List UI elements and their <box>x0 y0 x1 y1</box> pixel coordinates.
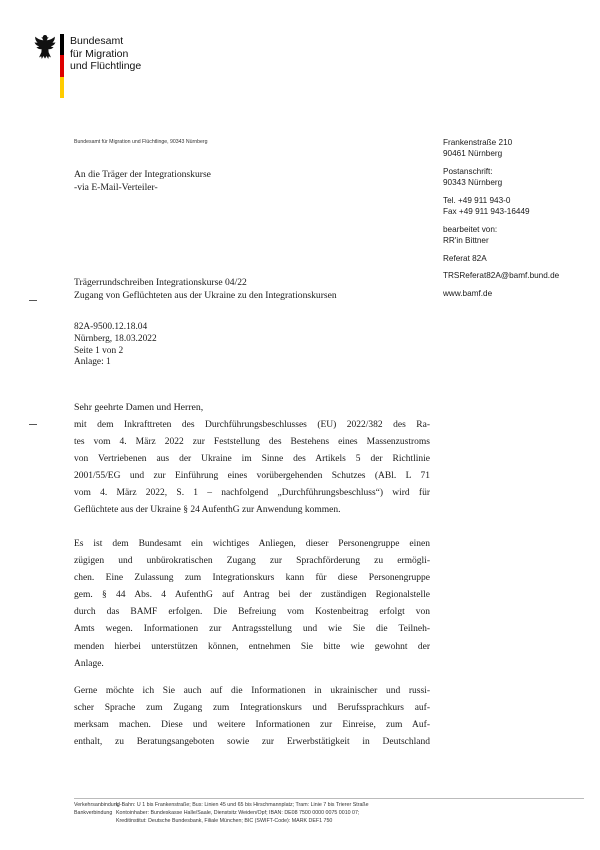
attachment-count: Anlage: 1 <box>74 357 111 368</box>
postal-line: 90343 Nürnberg <box>443 178 503 188</box>
subject-block <box>74 277 337 302</box>
paragraph-line: chen. Eine Zulassung zum Integrationskurs kann für diese Personengruppe <box>74 573 430 584</box>
recipient-line: -via E-Mail-Verteiler- <box>74 181 158 193</box>
office-address <box>443 137 583 159</box>
paragraph-line: scher Sprache zum Zugang zum Integrationskurs und Berufssprachkurs auf- <box>74 703 430 714</box>
transit-line: U-Bahn: U 1 bis Frankenstraße; Bus: Linien 45 und 65 bis Hirschmannplatz; Tram: Linie 7 bis Trierer Straße <box>116 802 369 808</box>
body-paragraph-1 <box>74 417 430 520</box>
subject-line: Zugang von Geflüchteten aus der Ukraine zu den Integrationskursen <box>74 289 337 301</box>
bank-label: Bankverbindung <box>74 810 113 816</box>
flag-stripe-black <box>60 34 64 55</box>
flag-stripe-gold <box>60 77 64 98</box>
organization-name <box>70 35 141 73</box>
letter-date: Nürnberg, 18.03.2022 <box>74 333 157 344</box>
website-address: www.bamf.de <box>443 289 493 299</box>
punch-mark <box>29 424 37 425</box>
handler-info <box>443 224 583 246</box>
handler-label: bearbeitet von: <box>443 224 498 234</box>
contact-sidebar <box>443 137 583 306</box>
paragraph-line: gem. § 44 Abs. 4 AufenthG auf Antrag bei der zuständigen Regionalstelle <box>74 590 430 601</box>
paragraph-line: mit dem Inkrafttreten des Durchführungsbeschlusses (EU) 2022/382 des Ra- <box>74 420 430 430</box>
federal-eagle-icon <box>34 34 56 60</box>
org-name-line: und Flüchtlinge <box>70 60 142 72</box>
handler-name: RR'in Bittner <box>443 235 489 245</box>
bank-line: Kreditinstitut: Deutsche Bundesbank, Filiale München; BIC (SWIFT-Code): MARK DEF1 750 <box>116 818 333 824</box>
sender-return-line: Bundesamt für Migration und Flüchtlinge, 90343 Nürnberg <box>74 139 208 145</box>
flag-stripe-red <box>60 55 64 76</box>
letterhead-logo <box>34 34 154 100</box>
page-count: Seite 1 von 2 <box>74 345 124 356</box>
footer-divider <box>74 798 584 799</box>
department-unit: Referat 82A <box>443 253 487 263</box>
reference-number: 82A-9500.12.18.04 <box>74 322 148 332</box>
recipient-block <box>74 169 211 194</box>
bank-line: Kontoinhaber: Bundeskasse Halle/Saale, Dienstsitz Weiden/Opf; IBAN: DE08 7500 0000 0075 0010 07; <box>116 810 360 816</box>
footer <box>74 801 369 825</box>
bank-text <box>116 809 359 825</box>
body-paragraph-3 <box>74 683 430 751</box>
fold-mark <box>29 300 37 301</box>
paragraph-line: Geflüchtete aus der Ukraine § 24 AufenthG zur Anwendung kommen. <box>74 505 341 516</box>
body-paragraph-2 <box>74 536 430 673</box>
address-line: Frankenstraße 210 <box>443 138 513 147</box>
transit-text <box>116 801 369 809</box>
transit-label: Verkehrsanbindung <box>74 802 120 808</box>
org-name-line: für Migration <box>70 47 129 60</box>
paragraph-line: Anlage. <box>74 658 104 669</box>
bank-row <box>74 809 369 825</box>
address-line: 90461 Nürnberg <box>443 149 503 159</box>
postal-address <box>443 166 583 188</box>
paragraph-line: menden hierbei unterstützen können, entnehmen Sie bitte wie gewohnt der <box>74 641 430 652</box>
subject-line: Trägerrundschreiben Integrationskurse 04/22 <box>74 277 247 288</box>
phone-fax <box>443 195 583 217</box>
email-address: TRSReferat82A@bamf.bund.de <box>443 271 560 281</box>
transit-row <box>74 801 369 809</box>
paragraph-line: enthalt, zu Beratungsangeboten sowie zur Erwerbstätigkeit in Deutschland <box>74 737 430 748</box>
paragraph-line: von Vertriebenen aus der Ukraine im Sinne des Artikels 5 der Richtlinie <box>74 454 430 465</box>
paragraph-line: 2001/55/EG und zur Einführung eines vorübergehenden Schutzes (ABl. L 71 <box>74 471 430 482</box>
phone-number: Tel. +49 911 943-0 <box>443 195 511 205</box>
paragraph-line: vom 4. März 2022, S. 1 – nachfolgend „Durchführungsbeschluss“) wird für <box>74 488 430 499</box>
salutation: Sehr geehrte Damen und Herren, <box>74 402 204 413</box>
paragraph-line: Gerne möchte ich Sie auch auf die Informationen in ukrainischer und russi- <box>74 686 430 696</box>
fax-number: Fax +49 911 943-16449 <box>443 207 530 217</box>
paragraph-line: zügigen und unbürokratischen Zugang zur Sprachförderung zu ermögli- <box>74 556 430 567</box>
paragraph-line: Amts wegen. Informationen zur Antragsstellung und wie Sie die Teilneh- <box>74 624 430 635</box>
paragraph-line: tes vom 4. März 2022 zur Feststellung des Bestehens eines Massenzustroms <box>74 437 430 448</box>
flag-bar <box>60 34 64 98</box>
paragraph-line: Es ist dem Bundesamt ein wichtiges Anliegen, dieser Personengruppe einen <box>74 539 430 549</box>
postal-label: Postanschrift: <box>443 166 493 176</box>
org-name-line: Bundesamt <box>70 35 124 47</box>
recipient-line: An die Träger der Integrationskurse <box>74 169 211 180</box>
paragraph-line: merksam machen. Diese und weitere Informationen zur Einreise, zum Auf- <box>74 720 430 731</box>
reference-block <box>74 322 157 369</box>
paragraph-line: durch das BAMF erfolgen. Die Befreiung vom Kostenbeitrag erfolgt von <box>74 607 430 618</box>
